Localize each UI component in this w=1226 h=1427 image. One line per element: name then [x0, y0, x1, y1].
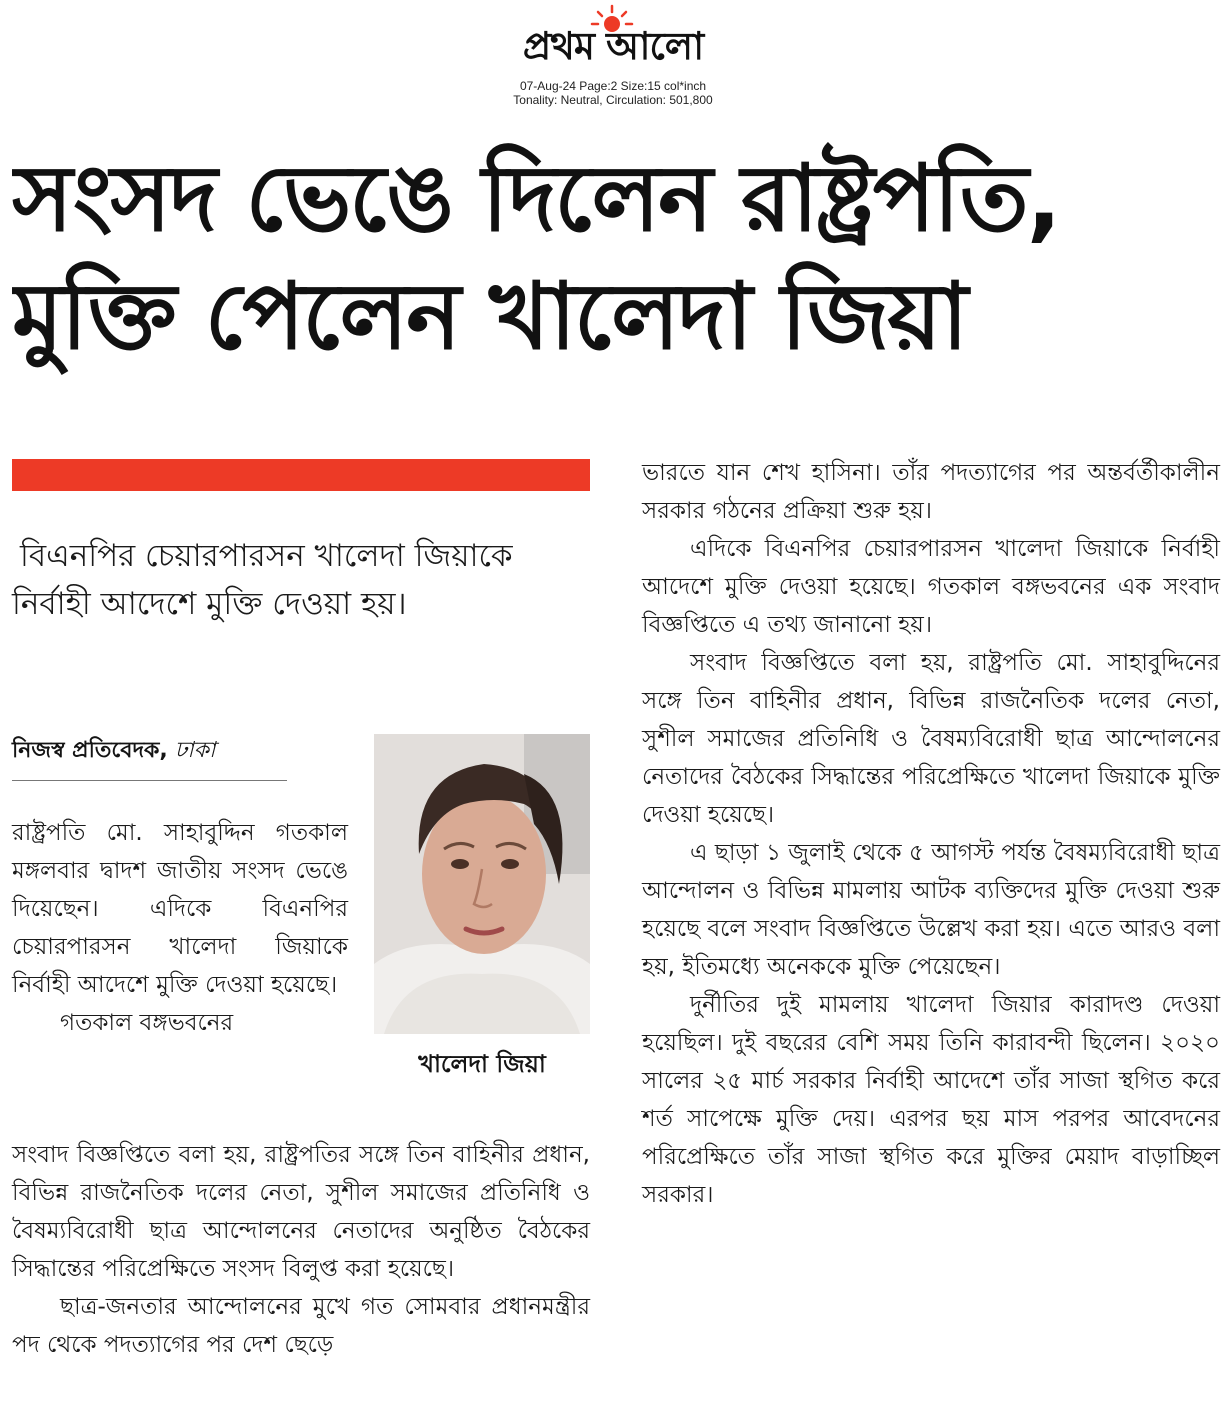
paragraph: এদিকে বিএনপির চেয়ারপারসন খালেদা জিয়াকে নির্বাহী আদেশে মুক্তি দেওয়া হয়েছে। গতকাল বঙ্গভবনের এক সংবাদ বিজ্ঞপ্তিতে এ তথ্য জানানো হয়। [642, 536, 1220, 638]
headline-line-2: মুক্তি পেলেন খালেদা জিয়া [12, 263, 967, 370]
lead-summary [12, 532, 590, 628]
portrait-photo [374, 734, 590, 1034]
paragraph: দুর্নীতির দুই মামলায় খালেদা জিয়ার কারাদণ্ড দেওয়া হয়েছিল। দুই বছরের বেশি সময় তিনি কারাবন্দী ছিলেন। ২০২০ সালের ২৫ মার্চ সরকার নির্বাহী আদেশে তাঁর সাজা স্থগিত করে শর্ত সাপেক্ষে মুক্তি দেয়। এরপর ছয় মাস পরপর আবেদনের পরিপ্রেক্ষিতে তাঁর সাজা স্থগিত করে মুক্তির মেয়াদ বাড়াচ্ছিল সরকার। [642, 992, 1220, 1208]
paragraph: রাষ্ট্রপতি মো. সাহাবুদ্দিন গতকাল মঙ্গলবার দ্বাদশ জাতীয় সংসদ ভেঙে দিয়েছেন। এদিকে বিএনপির চেয়ারপারসন খালেদা জিয়াকে নির্বাহী আদেশে মুক্তি দেওয়া হয়েছে। [12, 820, 348, 998]
paragraph: এ ছাড়া ১ জুলাই থেকে ৫ আগস্ট পর্যন্ত বৈষম্যবিরোধী ছাত্র আন্দোলন ও বিভিন্ন মামলায় আটক ব্যক্তিদের মুক্তি দেওয়া শুরু হয়েছে বলে সংবাদ বিজ্ঞপ্তিতে উল্লেখ করা হয়। এতে আরও বলা হয়, ইতিমধ্যে অনেককে মুক্তি পেয়েছেন। [642, 840, 1220, 980]
clipping-tonality-line: Tonality: Neutral, Circulation: 501,800 [513, 93, 713, 107]
clipping-meta-line: 07-Aug-24 Page:2 Size:15 col*inch [519, 79, 707, 93]
headline [12, 140, 1212, 376]
byline-location: ঢাকা [174, 738, 216, 763]
headline-line-1: সংসদ ভেঙে দিলেন রাষ্ট্রপতি, [12, 145, 1060, 252]
lead-text: বিএনপির চেয়ারপারসন খালেদা জিয়াকে নির্বাহী আদেশে মুক্তি দেওয়া হয়। [12, 538, 513, 622]
photo-caption: খালেদা জিয়া [418, 1050, 546, 1078]
paragraph: ভারতে যান শেখ হাসিনা। তাঁর পদত্যাগের পর অন্তর্বর্তীকালীন সরকার গঠনের প্রক্রিয়া শুরু হয়। [642, 460, 1220, 524]
article-column-left-narrow [12, 814, 348, 1042]
logo-text: প্রথম আলো [522, 24, 704, 68]
red-accent-bar [12, 459, 590, 491]
byline-reporter: নিজস্ব প্রতিবেদক, [12, 738, 168, 763]
byline [12, 736, 287, 781]
masthead [0, 0, 1226, 110]
portrait-illustration [374, 734, 590, 1034]
paragraph: ছাত্র-জনতার আন্দোলনের মুখে গত সোমবার প্রধানমন্ত্রীর পদ থেকে পদত্যাগের পর দেশ ছেড়ে [12, 1294, 590, 1358]
paragraph: সংবাদ বিজ্ঞপ্তিতে বলা হয়, রাষ্ট্রপতি মো. সাহাবুদ্দিনের সঙ্গে তিন বাহিনীর প্রধান, বিভিন্ন রাজনৈতিক দলের নেতা, সুশীল সমাজের প্রতিনিধি ও বৈষম্যবিরোধী ছাত্র আন্দোলনের নেতাদের বৈঠকের সিদ্ধান্তের পরিপ্রেক্ষিতে খালেদা জিয়াকে মুক্তি দেওয়া হয়েছে। [642, 650, 1220, 828]
article-column-left-wide [12, 1136, 590, 1364]
paragraph: সংবাদ বিজ্ঞপ্তিতে বলা হয়, রাষ্ট্রপতির সঙ্গে তিন বাহিনীর প্রধান, বিভিন্ন রাজনৈতিক দলের নেতা, সুশীল সমাজের প্রতিনিধি ও বৈষম্যবিরোধী ছাত্র আন্দোলনের নেতাদের অনুষ্ঠিত বৈঠকের সিদ্ধান্তের পরিপ্রেক্ষিতে সংসদ বিলুপ্ত করা হয়েছে। [12, 1142, 590, 1282]
paragraph: গতকাল বঙ্গভবনের [60, 1010, 234, 1036]
article-column-right [642, 454, 1220, 1214]
newspaper-logo [478, 14, 748, 72]
